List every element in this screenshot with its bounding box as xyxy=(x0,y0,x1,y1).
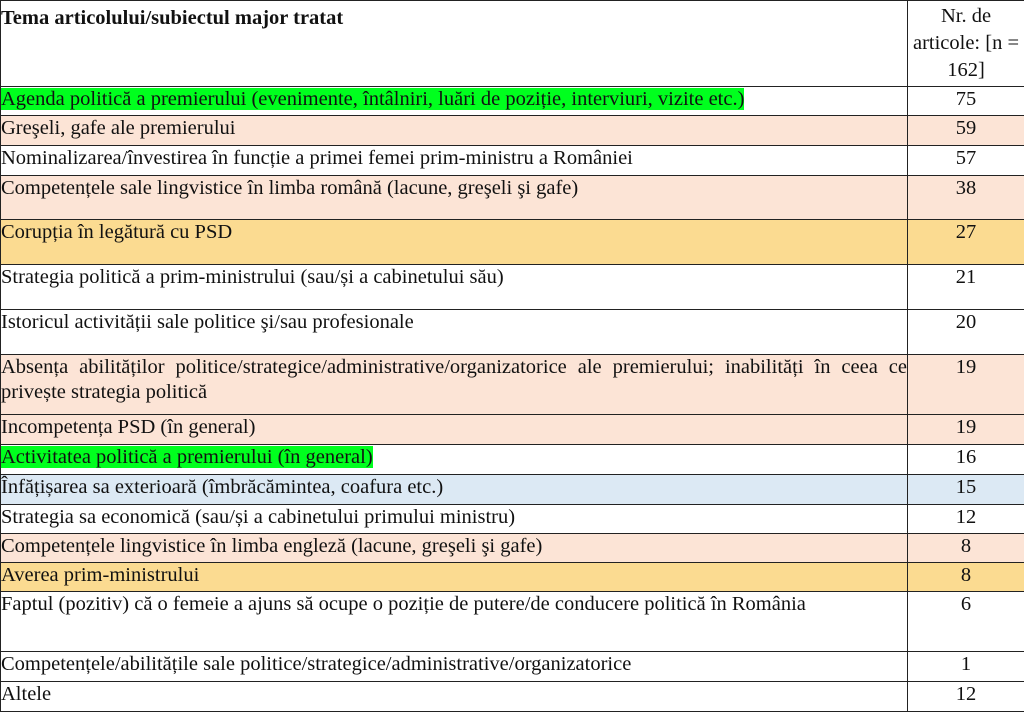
count-cell: 12 xyxy=(908,505,1024,534)
count-cell: 16 xyxy=(908,445,1024,475)
topic-cell: Competențele sale lingvistice în limba română (lacune, greşeli şi gafe) xyxy=(1,176,908,220)
table-row xyxy=(1,176,1024,220)
count-cell: 19 xyxy=(908,355,1024,415)
count-cell: 27 xyxy=(908,220,1024,265)
topic-text: Absența abilităților politice/strategice/administrative/organizatorice ale premierului; inabilități în ceea ce privește strategia politică xyxy=(1,356,907,403)
table-row xyxy=(1,146,1024,176)
table-row xyxy=(1,415,1024,445)
topic-text: Agenda politică a premierului (evenimente, întâlniri, luări de poziție, interviuri, vizite etc.) xyxy=(1,88,745,110)
header-topic-cell xyxy=(1,1,908,87)
topic-cell: Strategia sa economică (sau/și a cabinetului primului ministru) xyxy=(1,505,908,534)
count-cell: 1 xyxy=(908,652,1024,682)
topic-cell xyxy=(1,592,908,652)
topic-text: Faptul (pozitiv) că o femeie a ajuns să ocupe o poziție de putere/de conducere politică în România xyxy=(1,593,806,615)
header-count-cell xyxy=(908,1,1024,87)
table-row xyxy=(1,682,1024,712)
count-cell: 57 xyxy=(908,146,1024,176)
count-cell: 59 xyxy=(908,116,1024,146)
topic-cell: Incompetența PSD (în general) xyxy=(1,415,908,445)
table-row xyxy=(1,445,1024,475)
topic-text: Activitatea politică a premierului (în general) xyxy=(1,446,373,468)
count-cell: 15 xyxy=(908,475,1024,505)
table-row xyxy=(1,652,1024,682)
header-count: Nr. de articole: [n = 162] xyxy=(912,5,1020,81)
table-row xyxy=(1,116,1024,146)
table-row xyxy=(1,220,1024,265)
table-row xyxy=(1,592,1024,652)
table-row xyxy=(1,505,1024,534)
topic-cell xyxy=(1,445,908,475)
count-cell: 8 xyxy=(908,534,1024,563)
table-row xyxy=(1,475,1024,505)
table-row xyxy=(1,563,1024,592)
topic-cell: Competențele lingvistice în limba engleză (lacune, greşeli şi gafe) xyxy=(1,534,908,563)
count-cell: 6 xyxy=(908,592,1024,652)
count-cell: 75 xyxy=(908,87,1024,116)
topic-cell: Corupția în legătură cu PSD xyxy=(1,220,908,265)
table-header-row xyxy=(1,1,1024,87)
topic-cell: Greşeli, gafe ale premierului xyxy=(1,116,908,146)
count-cell: 20 xyxy=(908,310,1024,355)
table-row xyxy=(1,310,1024,355)
count-cell: 8 xyxy=(908,563,1024,592)
topic-cell: Strategia politică a prim-ministrului (sau/și a cabinetului său) xyxy=(1,265,908,310)
table-row xyxy=(1,87,1024,116)
count-cell: 12 xyxy=(908,682,1024,712)
count-cell: 19 xyxy=(908,415,1024,445)
header-topic: Tema articolului/subiectul major tratat xyxy=(1,7,344,29)
count-cell: 21 xyxy=(908,265,1024,310)
count-cell: 38 xyxy=(908,176,1024,220)
topic-cell: Altele xyxy=(1,682,908,712)
table-row xyxy=(1,355,1024,415)
topic-cell: Istoricul activității sale politice şi/sau profesionale xyxy=(1,310,908,355)
topic-cell: Averea prim-ministrului xyxy=(1,563,908,592)
topic-cell xyxy=(1,355,908,415)
table-row xyxy=(1,265,1024,310)
topic-cell xyxy=(1,87,908,116)
table-row xyxy=(1,534,1024,563)
topic-cell: Înfățișarea sa exterioară (îmbrăcămintea, coafura etc.) xyxy=(1,475,908,505)
topic-cell: Competențele/abilitățile sale politice/strategice/administrative/organizatorice xyxy=(1,652,908,682)
topic-cell: Nominalizarea/învestirea în funcție a primei femei prim-ministru a României xyxy=(1,146,908,176)
